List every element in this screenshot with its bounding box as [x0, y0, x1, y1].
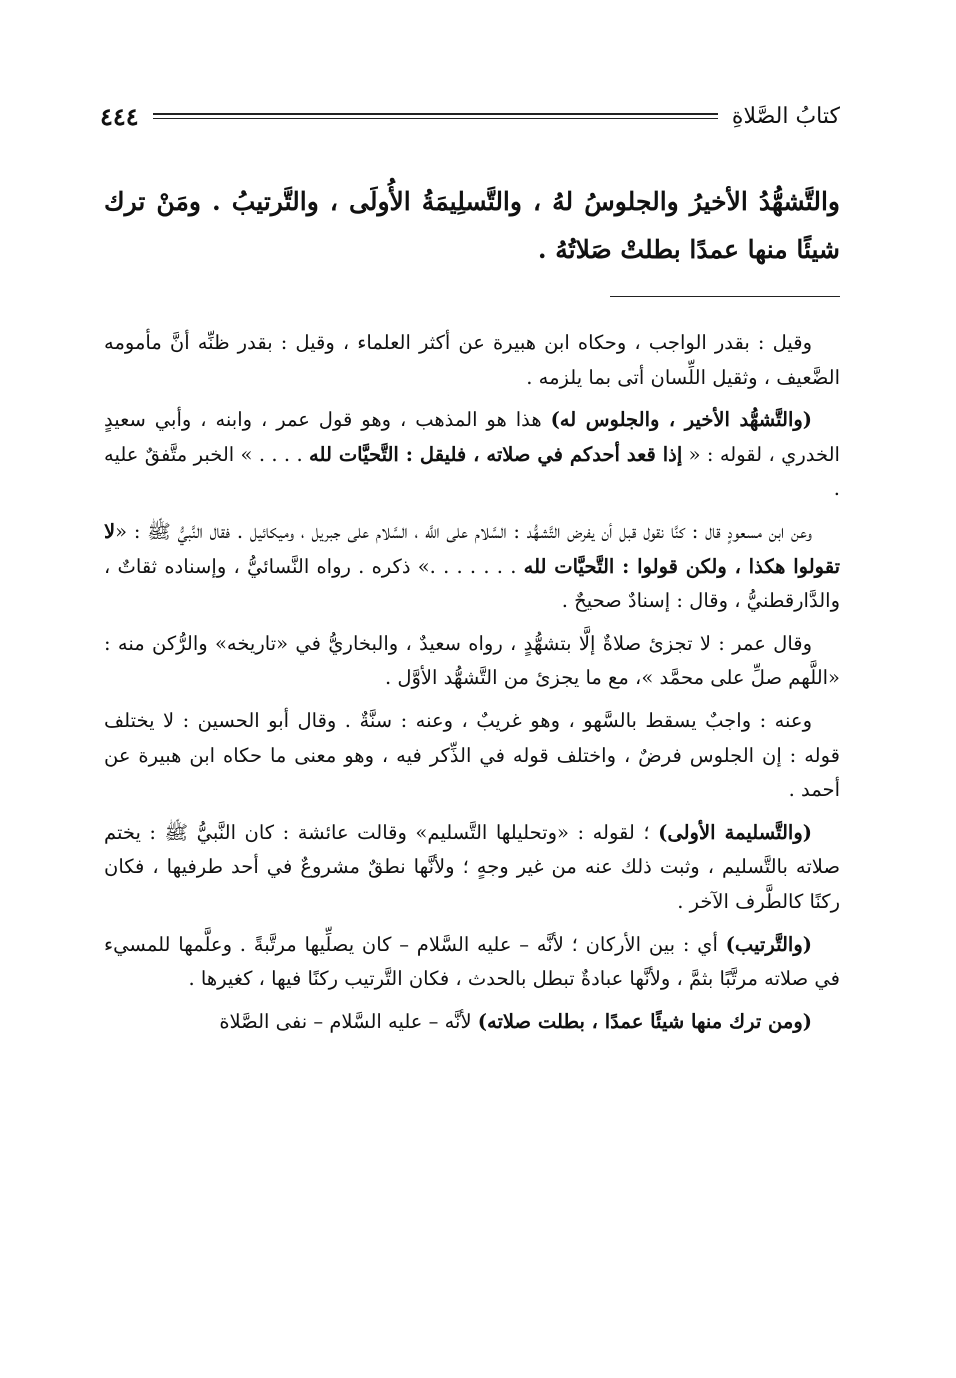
p1-text: وقيل : بقدر الواجب ، وحكاه ابن هبيرة عن أكثر العلماء ، وقيل : بقدر ظنِّه أنَّ مأمومه الضَّعيف ، وثقيل اللِّسان أتى بما يلزمه . — [104, 331, 840, 389]
commentary-paragraph-4 — [104, 627, 840, 696]
commentary-paragraph-2 — [104, 403, 840, 507]
p3-bold-quote: لا تقولوا هكذا ، ولكن قولوا : التَّحيَّات لله — [104, 519, 841, 578]
p2-text-1: هذا هو المذهب ، وهو قول عمر ، وابنه ، وأبي سعيدٍ الخدري ، لقوله : « — [104, 408, 840, 466]
p3-text-1: وعن ابن مسعودٍ قال : كنَّا نقول قبل أن يفرض التَّشهُّد : السَّلام على اللَّه ، السَّلام على جبريل ، وميكائيل . فقال النَّبيُّ ﷺ : « — [115, 519, 812, 543]
p8-bold-heading: (ومن ترك منها شيئًا عمدًا ، بطلت صلاته) — [477, 1009, 812, 1033]
running-header — [100, 96, 840, 136]
p2-text-2: . . . . » الخبر متَّفقٌ عليه . — [104, 442, 840, 501]
commentary-paragraph-8 — [104, 1005, 840, 1040]
p4-text: وقال عمر : لا تجزئ صلاةٌ إلَّا بتشهُّدٍ ، رواه سعيدٌ ، والبخاريُّ في «تاريخه» والرُّكن منه : «اللَّهم صلِّ على محمَّد »، مع ما يجزئ من التَّشهُّد الأوَّل . — [104, 631, 840, 690]
main-text: والتَّشهُّدُ الأخيرُ والجلوسُ لهُ ، والتَّسلِيمَةُ الأُولَى ، والتَّرتيبُ . ومَنْ ترك شيئًا منها عمدًا بطلتْ صَلاتُهُ . — [104, 187, 840, 264]
book-title: كتابُ الصَّلاةِ — [731, 103, 840, 129]
commentary-paragraph-6 — [104, 816, 840, 920]
commentary-paragraph-3 — [104, 515, 840, 619]
commentary-paragraph-7 — [104, 928, 840, 997]
p7-text: أي : بين الأركان ؛ لأنَّه – عليه السَّلام – كان يصلِّيها مرتَّبةً . وعلَّمها للمسيء في صلاته مرتَّبًا بثمَّ ، ولأنَّها عبادةٌ تبطل بالحدث ، فكان التَّرتيب ركنًا فيها ، كغيرها . — [104, 932, 840, 991]
header-rule — [153, 113, 718, 119]
p6-text: ؛ لقوله : «وتحليلها التَّسليم» وقالت عائشة : كان النَّبيُّ ﷺ : يختم صلاته بالتَّسليم ، وثبت ذلك عنه من غير وجهٍ ؛ ولأنَّها نطقٌ مشروعٌ في أحد طرفيها ، فكان ركنًا كالطَّرف الآخر . — [104, 820, 840, 913]
p3-text-2: . . . . . . .» ذكره . رواه النَّسائيُّ ، وإسناده ثقاتٌ ، والدَّارقطنيُّ ، وقال : إسنادٌ صحيحٌ . — [104, 554, 840, 613]
commentary-paragraph-5 — [104, 704, 840, 808]
page-number: ٤٤٤ — [100, 101, 139, 131]
p8-text: لأنَّه – عليه السَّلام – نفى الصَّلاة — [219, 1009, 478, 1033]
p6-bold-heading: (والتَّسليمة الأولى) — [658, 820, 812, 844]
commentary-paragraph-1 — [104, 326, 840, 395]
p2-bold-quote: إذا قعد أحدكم في صلاته ، فليقل : التَّحيَّات لله — [309, 442, 683, 466]
p7-bold-heading: (والتَّرتيب) — [725, 932, 812, 956]
p5-text: وعنه : واجبٌ يسقط بالسَّهو ، وهو غريبٌ ، وعنه : سنَّةٌ . وقال أبو الحسين : لا يختلف قوله : إن الجلوس فرضٌ ، واختلف قوله في الذِّكر فيه ، وهو معنى ما حكاه ابن هبيرة عن أحمد . — [104, 708, 840, 802]
p2-bold-heading: (والتَّشهُّد الأخير ، والجلوس له) — [550, 408, 812, 432]
commentary — [104, 326, 840, 1047]
text-separator — [610, 296, 840, 297]
